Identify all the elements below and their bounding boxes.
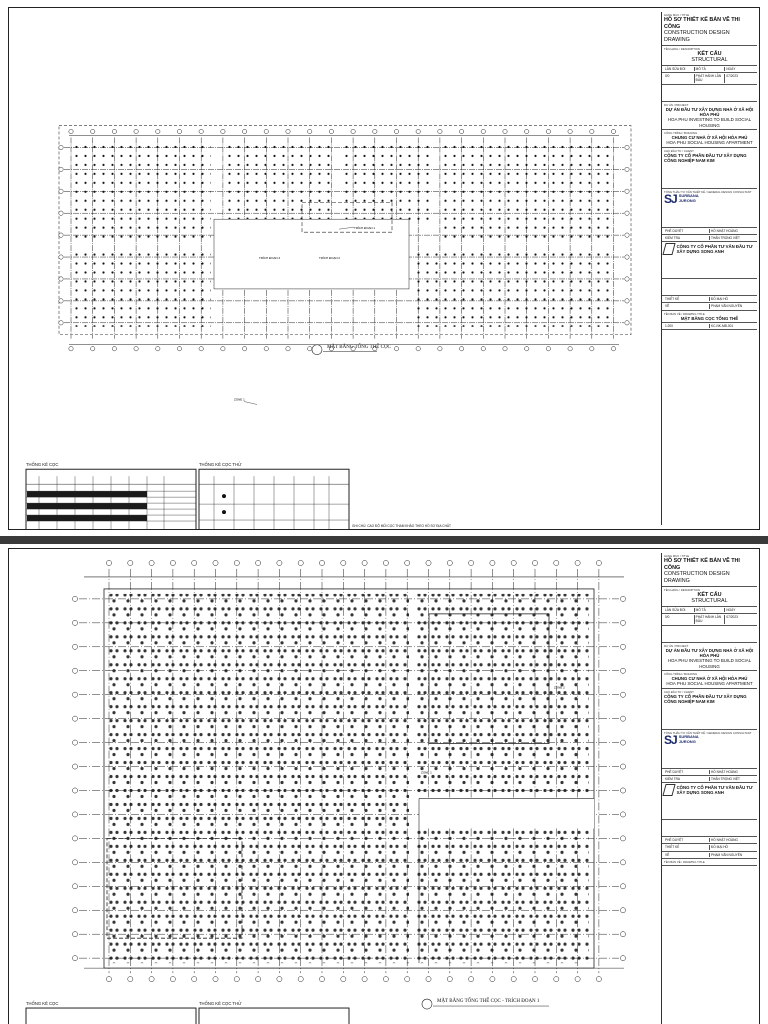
checked-label: KIỂM TRA — [664, 236, 710, 240]
stage-vi: HỒ SƠ THIẾT KẾ BẢN VẼ THI CÔNG — [664, 558, 740, 571]
sj-logo-mark: SJ — [664, 191, 677, 206]
consultant-label: TỔNG THẦU TƯ VẤN THIẾT KẾ / GENERAL DESIGN CONSULTANT — [664, 189, 752, 194]
sheet1-scale: 1:200 — [664, 324, 710, 328]
building-en: HOA PHU SOCIAL HOUSING APARTMENT — [666, 140, 753, 146]
svg-text:TRÍCH ĐOẠN 2: TRÍCH ĐOẠN 2 — [319, 256, 341, 261]
rev-cell: 07/2023 — [726, 74, 738, 79]
client-name: CÔNG TY CỔ PHẦN ĐẦU TƯ XÂY DỰNG CÔNG NGHIỆP NAM KIM — [664, 153, 747, 164]
pile-plan-extract-1 — [9, 549, 655, 1024]
sj-name-2: JURONG — [678, 197, 696, 203]
test-pile-table-title-2: THỐNG KÊ CỌC THỬ — [199, 1001, 242, 1006]
building-vi: CHUNG CƯ NHÀ Ở XÃ HỘI HÒA PHÚ — [671, 135, 748, 141]
sj-logo-mark: SJ — [664, 732, 677, 747]
building-en: HOA PHU SOCIAL HOUSING APARTMENT — [666, 681, 753, 687]
approved-name: HỒ NHẬT HOÀNG — [711, 228, 738, 233]
client-name: CÔNG TY CỔ PHẦN ĐẦU TƯ XÂY DỰNG CÔNG NGHIỆP NAM KIM — [664, 694, 747, 705]
svg-text:ZONE 1: ZONE 1 — [420, 770, 432, 775]
rev-cell: PHÁT HÀNH LẦN ĐẦU — [695, 615, 726, 623]
drawing-sheet-2 — [8, 548, 760, 1024]
title-block — [661, 12, 757, 525]
title-label: TÊN BẢN VẼ / DRAWING TITLE — [664, 859, 705, 864]
project-label: DỰ ÁN / PROJECT — [664, 102, 689, 107]
discipline-vi: KẾT CẤU — [697, 591, 722, 598]
approved-name: HỒ NHẬT HOÀNG — [711, 838, 738, 843]
header-label: HẠNG MỤC / TITLE — [664, 554, 690, 558]
song-anh-logo-icon — [662, 243, 675, 255]
approved-name: HỒ NHẬT HOÀNG — [711, 769, 738, 774]
sheet-separator — [0, 536, 768, 544]
stage-en: CONSTRUCTION DESIGN DRAWING — [664, 30, 730, 43]
revision-header — [662, 607, 757, 614]
rev-col-header: NGÀY — [726, 66, 736, 71]
rev-col-header: MÔ TẢ — [695, 67, 726, 71]
consultant-label: TỔNG THẦU TƯ VẤN THIẾT KẾ / GENERAL DESIGN CONSULTANT — [664, 730, 752, 735]
client-label: CHỦ ĐẦU TƯ / CLIENT — [664, 148, 694, 153]
sub-consultant-name: CÔNG TY CỔ PHẦN TƯ VẤN ĐẦU TƯ XÂY DỰNG SONG ANH — [676, 785, 753, 796]
rev-col-header: NGÀY — [726, 607, 736, 612]
table-note: GHI CHÚ: CAO ĐỘ MŨI CỌC THAM KHẢO THEO HỒ SƠ ĐỊA CHẤT — [352, 524, 451, 528]
drafter-label: VẼ — [664, 853, 710, 857]
discipline-label: TÊN HẠNG / DESCRIPTION — [664, 46, 700, 51]
stage-vi: HỒ SƠ THIẾT KẾ BẢN VẼ THI CÔNG — [664, 17, 740, 30]
drawn-name: ĐỖ MẠI HỒ — [711, 845, 729, 850]
rev-cell: PHÁT HÀNH LẦN ĐẦU — [695, 74, 726, 82]
rev-col-header: LẦN SỬA ĐỔI — [664, 67, 695, 71]
discipline-label: TÊN HẠNG / DESCRIPTION — [664, 587, 700, 592]
plan-caption-2: MẶT BẰNG TỔNG THỂ CỌC - TRÍCH ĐOẠN 1 — [437, 999, 540, 1004]
client-label: CHỦ ĐẦU TƯ / CLIENT — [664, 689, 694, 694]
svg-text:TRÍCH ĐOẠN 3: TRÍCH ĐOẠN 3 — [259, 256, 281, 261]
sheet1-number: KC-NK-MB-001 — [711, 324, 734, 329]
approved-label: PHÊ DUYỆT — [664, 229, 710, 233]
approved-label: PHÊ DUYỆT — [664, 838, 710, 842]
project-vi: DỰ ÁN ĐẦU TƯ XÂY DỰNG NHÀ Ở XÃ HỘI HÒA PHÚ — [665, 106, 754, 117]
svg-text:TRÍCH ĐOẠN 1: TRÍCH ĐOẠN 1 — [354, 226, 376, 231]
building-label: CÔNG TRÌNH / BUILDING — [664, 131, 698, 135]
drafter-name: PHẠM VĂN NGUYÊN — [711, 852, 743, 857]
stage-en: CONSTRUCTION DESIGN DRAWING — [664, 571, 730, 584]
plan-caption: MẶT BẰNG TỔNG THỂ CỌC — [327, 345, 391, 350]
building-vi: CHUNG CƯ NHÀ Ở XÃ HỘI HÒA PHÚ — [671, 676, 748, 682]
project-vi: DỰ ÁN ĐẦU TƯ XÂY DỰNG NHÀ Ở XÃ HỘI HÒA PHÚ — [665, 647, 754, 658]
project-label: DỰ ÁN / PROJECT — [664, 643, 689, 648]
drafter-name: PHẠM VĂN NGUYÊN — [711, 304, 743, 309]
sj-name-1: SURBANA — [678, 734, 699, 740]
title-label: TÊN BẢN VẼ / DRAWING TITLE — [664, 311, 705, 316]
sub-consultant-name: CÔNG TY CỔ PHẦN TƯ VẤN ĐẦU TƯ XÂY DỰNG SONG ANH — [676, 244, 753, 255]
sj-name-1: SURBANA — [678, 193, 699, 199]
title-block-2 — [661, 553, 757, 1024]
checked-name: THÂN TRỌNG VIỆT — [711, 777, 740, 782]
test-pile-table-title: THỐNG KÊ CỌC THỬ — [199, 462, 242, 467]
drawing-sheet-1 — [8, 7, 760, 530]
rev-col-header: MÔ TẢ — [695, 608, 726, 612]
rev-cell: 07/2023 — [726, 615, 738, 620]
discipline-en: STRUCTURAL — [691, 57, 728, 64]
sj-name-2: JURONG — [678, 738, 696, 744]
drawn-name: ĐỖ MẠI HỒ — [711, 297, 729, 302]
pile-table-title-2: THỐNG KÊ CỌC — [26, 1001, 59, 1006]
song-anh-logo-icon — [662, 784, 675, 796]
discipline-en: STRUCTURAL — [691, 598, 728, 605]
drawn-label: THIẾT KẾ — [664, 845, 710, 849]
discipline-vi: KẾT CẤU — [697, 50, 722, 57]
approved-label: PHÊ DUYỆT — [664, 770, 710, 774]
revision-row — [662, 614, 757, 625]
rev-cell: 0/0 — [664, 615, 695, 623]
project-en: HOA PHU INVESTING TO BUILD SOCIAL HOUSING — [667, 658, 752, 669]
checked-name: THÂN TRỌNG VIỆT — [711, 236, 740, 241]
rev-cell: 0/0 — [664, 74, 695, 82]
pile-plan-overall — [9, 8, 655, 529]
sheet1-drawing-title: MẶT BẰNG CỌC TỔNG THỂ — [680, 315, 739, 321]
header-label: HẠNG MỤC / TITLE — [664, 13, 690, 17]
pile-table-title: THỐNG KÊ CỌC — [26, 462, 59, 467]
revision-row — [662, 73, 757, 84]
svg-text:ZONE 1: ZONE 1 — [234, 397, 245, 402]
drawn-label: THIẾT KẾ — [664, 297, 710, 301]
drafter-label: VẼ — [664, 304, 710, 308]
building-label: CÔNG TRÌNH / BUILDING — [664, 672, 698, 676]
rev-col-header: LẦN SỬA ĐỔI — [664, 608, 695, 612]
svg-text:ZONE 2: ZONE 2 — [553, 685, 565, 690]
revision-header — [662, 66, 757, 73]
checked-label: KIỂM TRA — [664, 777, 710, 781]
project-en: HOA PHU INVESTING TO BUILD SOCIAL HOUSING — [667, 117, 752, 128]
